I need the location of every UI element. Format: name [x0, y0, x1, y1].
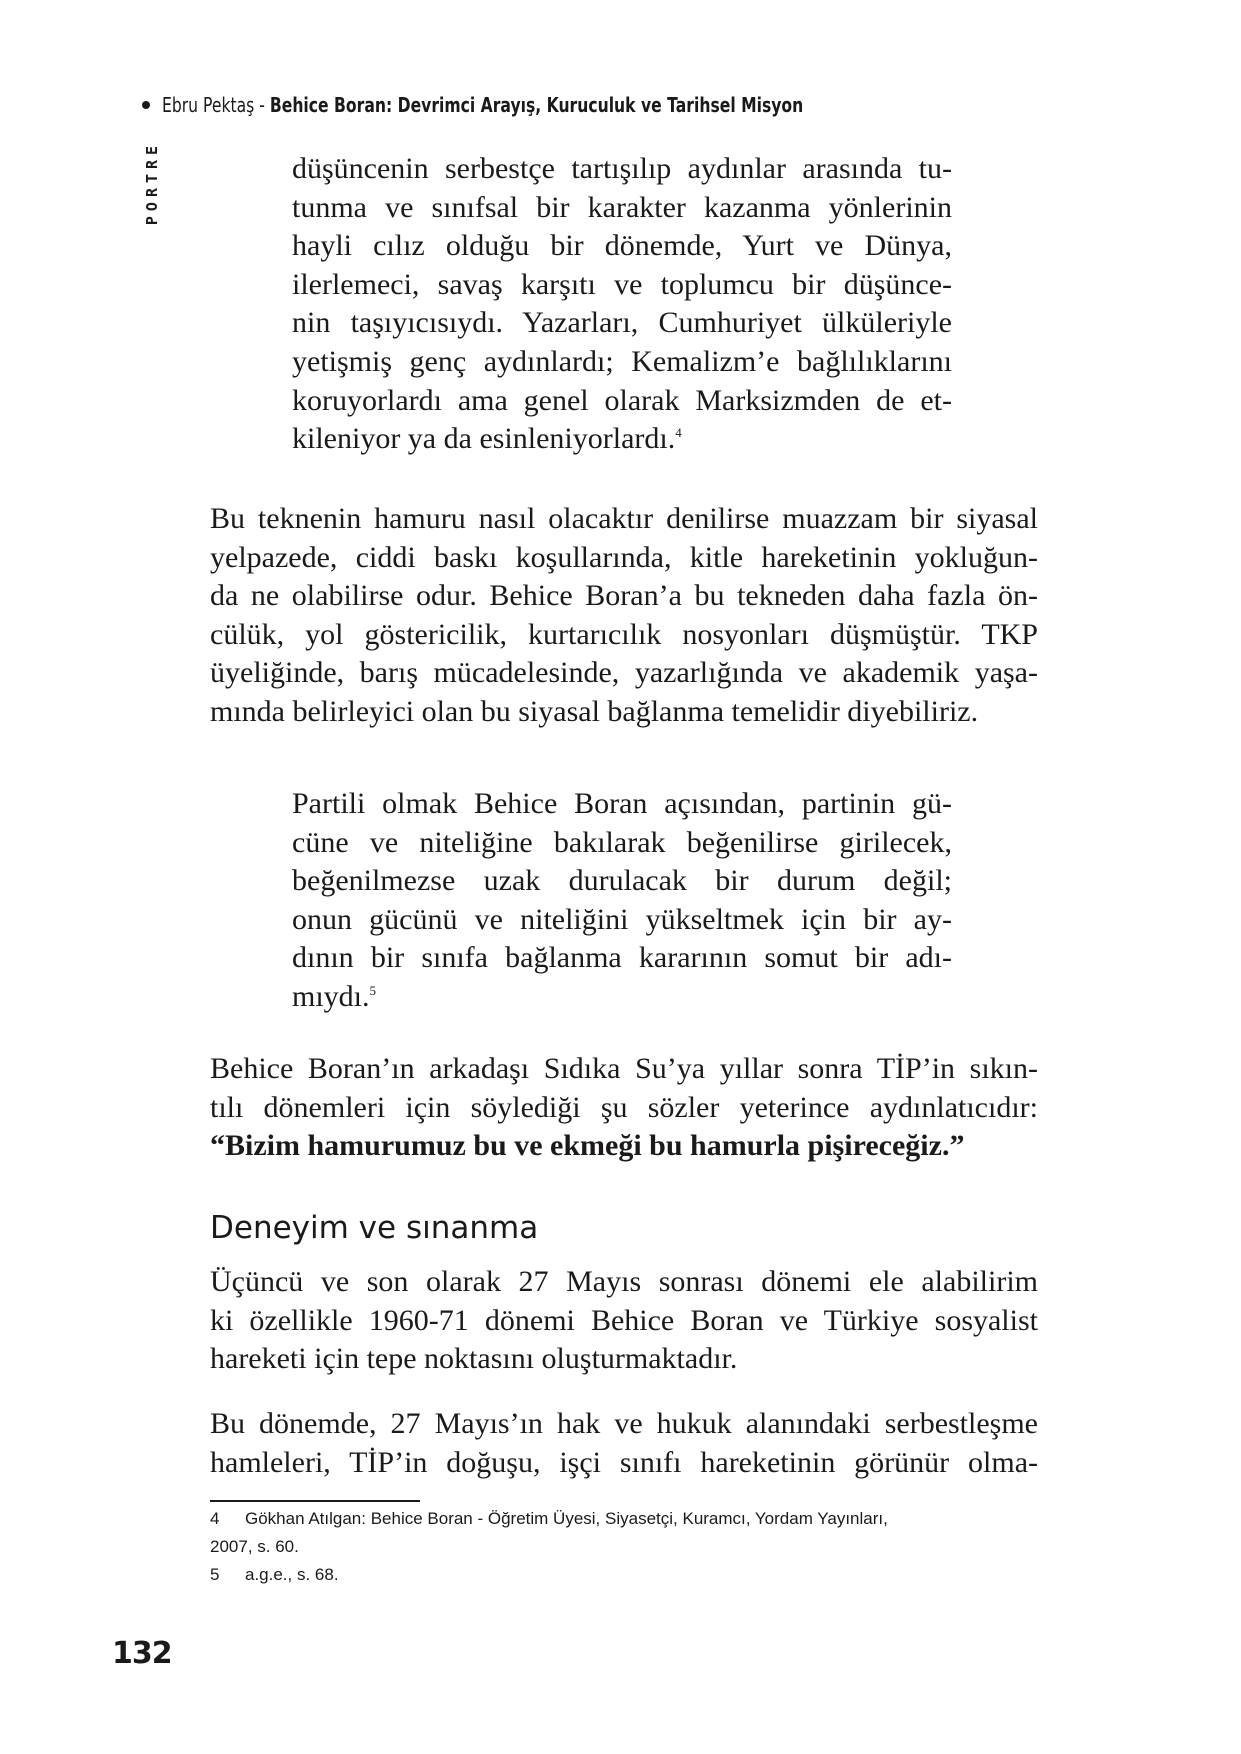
page-number: 132 — [112, 1636, 172, 1671]
quote1-line: hayli cılız olduğu bir dönemde, Yurt ve Dünya, — [292, 229, 952, 263]
block-quote-1 — [292, 150, 952, 459]
footnote-number: 4 — [210, 1509, 220, 1528]
bullet-icon — [142, 101, 150, 109]
paragraph1-line: yelpazede, ciddi baskı koşullarında, kitle hareketinin yokluğun- — [210, 540, 1038, 574]
quote1-line: koruyorlardı ama genel olarak Marksizmden de et- — [292, 383, 952, 417]
author-name: Ebru Pektaş — [162, 93, 255, 117]
paragraph1-line: mında belirleyici olan bu siyasal bağlanma temelidir diyebiliriz. — [210, 694, 979, 728]
footnote-text: a.g.e., s. 68. — [245, 1565, 339, 1584]
footnote-ref-5[interactable]: 5 — [369, 982, 377, 998]
section-heading: Deneyim ve sınanma — [210, 1210, 539, 1246]
paragraph1-line: Bu teknenin hamuru nasıl olacaktır denilirse muazzam bir siyasal — [210, 502, 1038, 535]
paragraph1-line: da ne olabilirse odur. Behice Boran’a bu tekneden daha fazla ön- — [210, 579, 1038, 613]
quote2-line-text: mıydı. — [292, 979, 370, 1013]
quote1-line: ilerlemeci, savaş karşıtı ve toplumcu bir düşünce- — [292, 267, 952, 301]
footnotes — [210, 1505, 1040, 1589]
block-quote-2 — [292, 785, 952, 1017]
quote1-line: yetişmiş genç aydınlardı; Kemalizm’e bağlılıklarını — [292, 344, 952, 378]
quote1-line-text: kileniyor ya da esinleniyorlardı. — [292, 422, 676, 456]
quote1-line: düşüncenin serbestçe tartışılıp aydınlar arasında tu- — [292, 152, 952, 185]
paragraph2-line: Behice Boran’ın arkadaşı Sıdıka Su’ya yıllar sonra TİP’in sıkın- — [210, 1052, 1038, 1085]
footnote-4 — [210, 1505, 1040, 1561]
paragraph3-line: ki özellikle 1960-71 dönemi Behice Boran ve Türkiye sosyalist — [210, 1303, 1038, 1337]
paragraph4-line: Bu dönemde, 27 Mayıs’ın hak ve hukuk alanındaki serbestleşme — [210, 1407, 1038, 1440]
quote1-last-line — [292, 420, 952, 459]
footnote-ref-4[interactable]: 4 — [675, 425, 682, 441]
quote1-line: nin taşıyıcısıydı. Yazarları, Cumhuriyet ülküleriyle — [292, 306, 952, 340]
paragraph1-line: cülük, yol göstericilik, kurtarıcılık nosyonları düşmüştür. TKP — [210, 617, 1038, 651]
side-label-text: PORTRE — [143, 140, 161, 226]
paragraph-3 — [210, 1263, 1038, 1379]
header-author — [162, 93, 803, 117]
quote2-line: dının bir sınıfa bağlanma kararının somut bir adı- — [292, 941, 952, 975]
paragraph2-line: tılı dönemleri için söylediği şu sözler yeterince aydınlatıcıdır: — [210, 1090, 1038, 1124]
quote2-line: onun gücünü ve niteliğini yükseltmek için bir ay- — [292, 902, 952, 936]
quote1-line: tunma ve sınıfsal bir karakter kazanma yönlerinin — [292, 190, 952, 224]
quote2-line: cüne ve niteliğine bakılarak beğenilirse girilecek, — [292, 825, 952, 859]
header-separator: - — [254, 93, 270, 117]
paragraph-2 — [210, 1050, 1038, 1166]
quote2-last-line — [292, 978, 952, 1017]
paragraph-1 — [210, 500, 1038, 732]
bold-quote: “Bizim hamurumuz bu ve ekmeği bu hamurla pişireceğiz.” — [210, 1129, 965, 1163]
paragraph4-line: hamleleri, TİP’in doğuşu, işçi sınıfı hareketinin görünür olma- — [210, 1445, 1038, 1479]
header-title: Behice Boran: Devrimci Arayış, Kuruculuk ve Tarihsel Misyon — [269, 93, 804, 117]
paragraph3-line: hareketi için tepe noktasını oluşturmaktadır. — [210, 1342, 738, 1376]
quote2-line: beğenilmezse uzak durulacak bir durum değil; — [292, 864, 952, 898]
paragraph3-line: Üçüncü ve son olarak 27 Mayıs sonrası dönemi ele alabilirim — [210, 1265, 1038, 1298]
footnote-divider — [210, 1500, 420, 1502]
footnote-text: Gökhan Atılgan: Behice Boran - Öğretim Üyesi, Siyasetçi, Kuramcı, Yordam Yayınları, — [245, 1509, 888, 1528]
footnote-text-cont: 2007, s. 60. — [210, 1537, 299, 1556]
paragraph-4 — [210, 1405, 1038, 1482]
footnote-5 — [210, 1561, 1040, 1589]
footnote-number: 5 — [210, 1565, 220, 1584]
section-side-label — [140, 128, 164, 238]
running-header — [142, 90, 984, 120]
paragraph1-line: üyeliğinde, barış mücadelesinde, yazarlığında ve akademik yaşa- — [210, 656, 1038, 690]
quote2-line: Partili olmak Behice Boran açısından, partinin gü- — [292, 787, 952, 820]
